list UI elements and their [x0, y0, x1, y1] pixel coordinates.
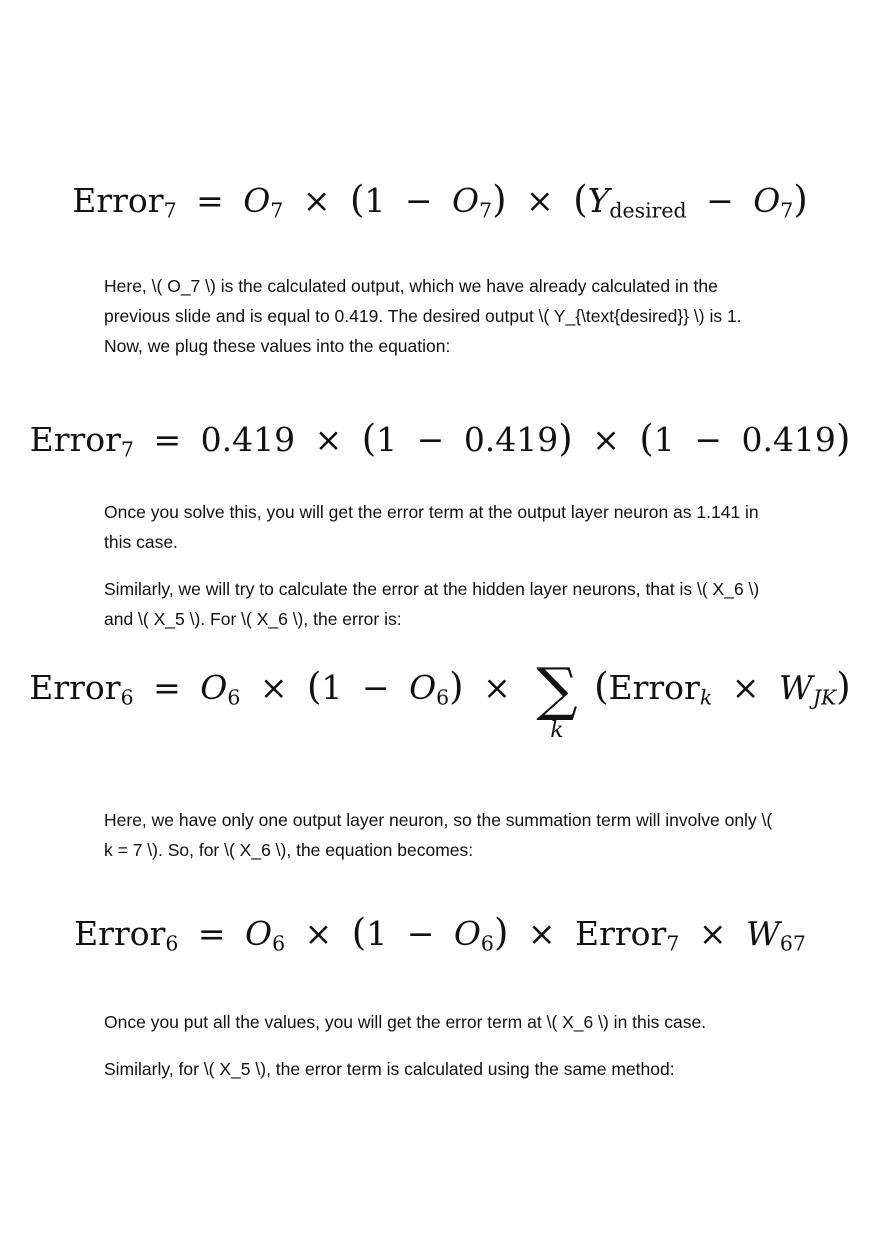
equation-error7-substituted: Error$_7$ = 0.419 × (1 − 0.419) × (1 − 0.419) — [29, 417, 851, 462]
paragraph-x5-method: Similarly, for \( X_5 \), the error term is calculated using the same method: — [104, 1059, 675, 1079]
equation-error6-summation: Error$_6$ = $O_6 \times (1 - O_6)$ × ∑ k (Error$_k$ × $W_{JK}$) — [29, 655, 851, 743]
equation-error7-definition: Error$_7$ = $O_7 \times (1 - O_7) \times (Y_{desired} - O_7)$ — [72, 178, 808, 223]
paragraph-hidden-layer-intro: Similarly, we will try to calculate the error at the hidden layer neurons, that is \( X_6 \) and \( X_5 \). For \( X_6 \), the error is: — [104, 579, 760, 629]
summation-symbol: ∑ k — [536, 655, 578, 743]
paragraph-x6-result: Once you put all the values, you will get the error term at \( X_6 \) in this case. — [104, 1012, 707, 1032]
equation-error6-simplified: Error$_6$ = $O_6 \times (1 - O_6)$ × Error$_7$ × $W_{67}$ — [74, 911, 806, 956]
paragraph-output-explanation: Here, \( O_7 \) is the calculated output, which we have already calculated in the previous slide and is equal to 0.419. The desired output \( Y_{\text{desired}} \) is 1. Now, we plug these values into the equation: — [104, 276, 742, 356]
paragraph-output-error-result: Once you solve this, you will get the error term at the output layer neuron as 1.141 in this case. — [104, 502, 759, 552]
paragraph-single-output-neuron: Here, we have only one output layer neuron, so the summation term will involve only \( k = 7 \). So, for \( X_6 \), the equation becomes: — [104, 810, 773, 860]
